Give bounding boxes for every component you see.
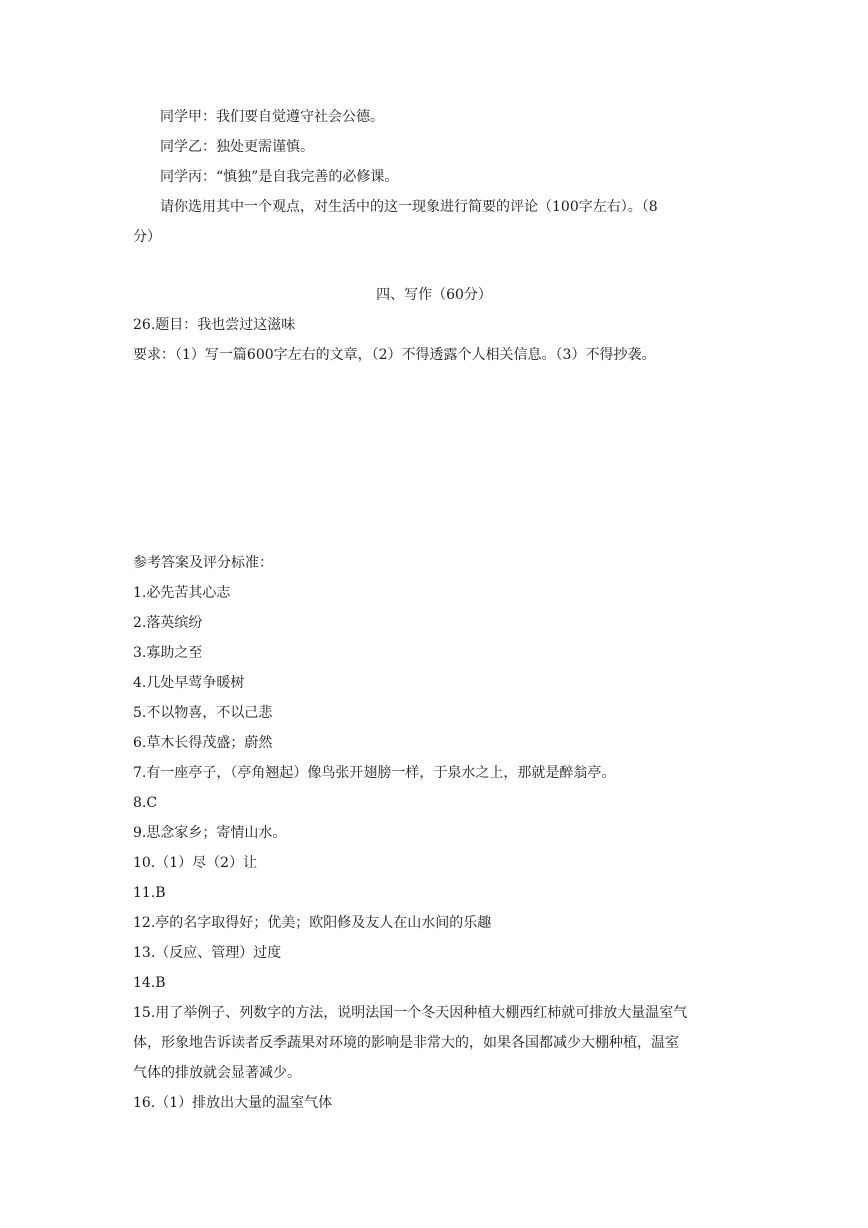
answer-item: 9.思念家乡；寄情山水。	[133, 825, 287, 841]
answer-item: 3.寡助之至	[133, 645, 203, 661]
answer-item-continuation: 体，形象地告诉读者反季蔬果对环境的影响是非常大的，如果各国都减少大棚种植，温室	[133, 1035, 679, 1051]
answer-item: 2.落英缤纷	[133, 615, 203, 631]
answer-item: 5.不以物喜，不以己悲	[133, 705, 273, 721]
answer-item: 1.必先苦其心志	[133, 585, 231, 601]
answer-item: 6.草木长得茂盛；蔚然	[133, 735, 273, 751]
answer-item: 13.（反应、管理）过度	[133, 945, 282, 961]
answer-item: 12.亭的名字取得好；优美；欧阳修及友人在山水间的乐趣	[133, 915, 492, 931]
student-c-view: 同学丙：“慎独”是自我完善的必修课。	[160, 169, 399, 185]
prompt-line-1: 请你选用其中一个观点，对生活中的这一现象进行简要的评论（100字左右）。（8	[160, 199, 658, 215]
answer-item: 4.几处早莺争暖树	[133, 675, 245, 691]
writing-topic: 26.题目：我也尝过这滋味	[133, 317, 296, 333]
writing-section-title: 四、写作（60分）	[376, 287, 492, 303]
answer-item: 14.B	[133, 975, 166, 991]
answer-item: 7.有一座亭子，（亭角翘起）像鸟张开翅膀一样，于泉水之上，那就是醉翁亭。	[133, 765, 616, 781]
student-b-view: 同学乙：独处更需谨慎。	[160, 139, 314, 155]
answers-heading: 参考答案及评分标准：	[133, 555, 273, 571]
writing-requirements: 要求：（1）写一篇600字左右的文章，（2）不得透露个人相关信息。（3）不得抄袭。	[133, 347, 656, 363]
answer-item-continuation: 气体的排放就会显著减少。	[133, 1065, 301, 1081]
answer-item: 15.用了举例子、列数字的方法，说明法国一个冬天因种植大棚西红柿就可排放大量温室气	[133, 1005, 688, 1021]
answer-item: 8.C	[133, 795, 158, 811]
answer-item: 10.（1）尽（2）让	[133, 855, 258, 871]
prompt-line-2: 分）	[133, 229, 161, 245]
student-a-view: 同学甲：我们要自觉遵守社会公德。	[160, 109, 384, 125]
answer-item: 16.（1）排放出大量的温室气体	[133, 1095, 333, 1111]
answer-item: 11.B	[133, 885, 166, 901]
